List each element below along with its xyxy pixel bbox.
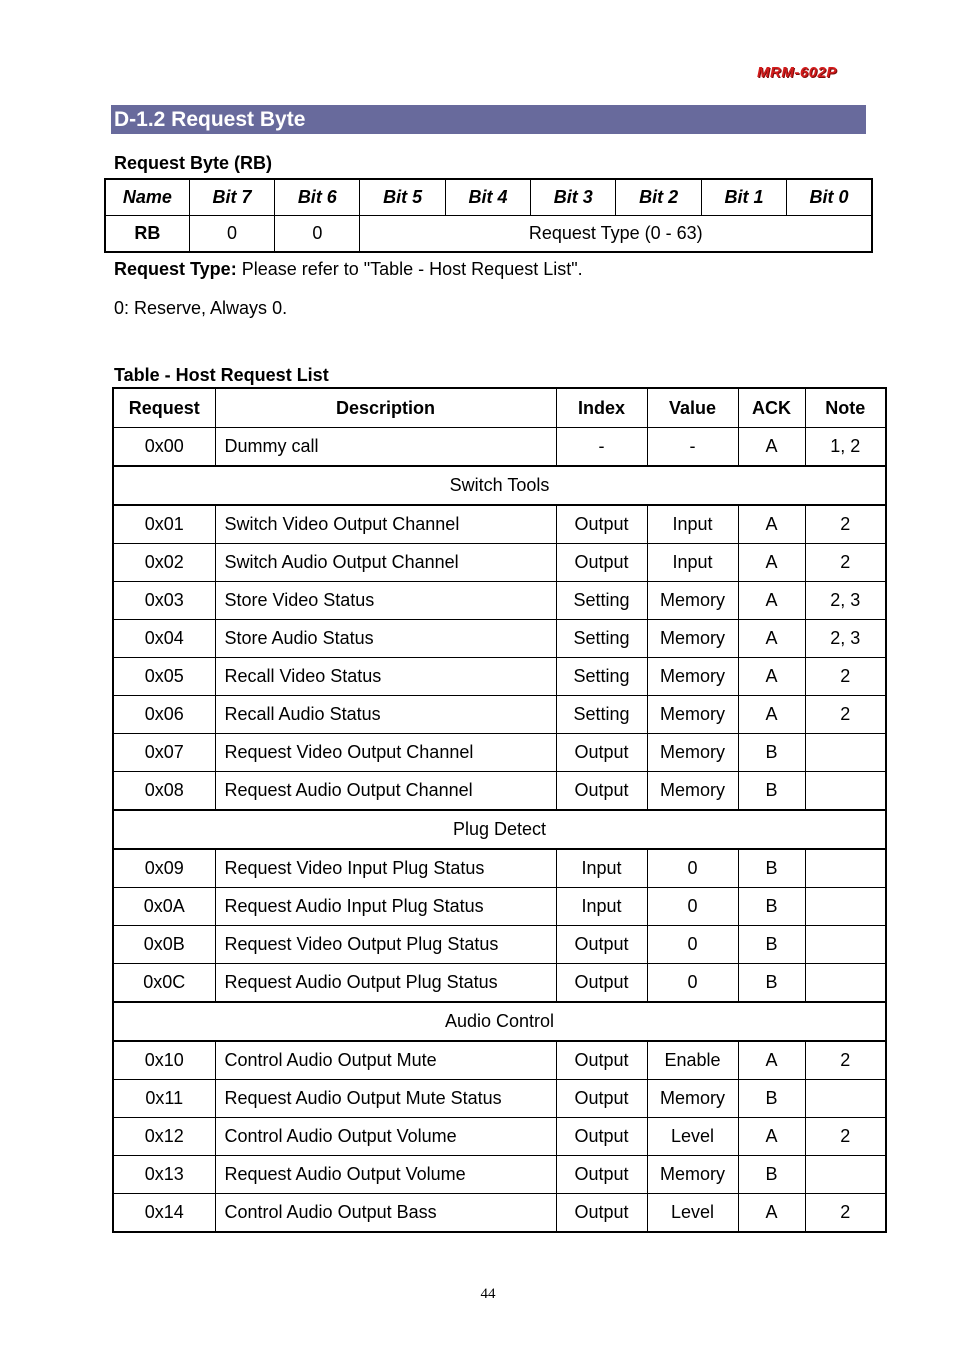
brand-logo-text: MRM-602P	[757, 64, 837, 81]
table-cell: 0x11	[113, 1080, 215, 1118]
table-cell	[805, 888, 886, 926]
table-cell: B	[738, 734, 805, 772]
table-row	[113, 734, 886, 772]
table-cell: Output	[556, 544, 647, 582]
table-row	[113, 849, 886, 888]
table-cell: Output	[556, 1194, 647, 1233]
table-cell: Level	[647, 1194, 738, 1233]
table-cell: Control Audio Output Mute	[215, 1041, 556, 1080]
table-cell: 2	[805, 658, 886, 696]
table-cell	[805, 772, 886, 811]
table-cell: Input	[556, 849, 647, 888]
table-cell: 0x04	[113, 620, 215, 658]
host-request-body	[113, 428, 886, 1233]
table-cell: Recall Video Status	[215, 658, 556, 696]
table-cell: 0	[189, 216, 274, 253]
table-row	[113, 1194, 886, 1233]
table-cell: Output	[556, 964, 647, 1003]
column-header: Note	[805, 388, 886, 428]
table-cell: Request Type (0 - 63)	[360, 216, 872, 253]
table-row	[113, 544, 886, 582]
table-cell: 0x09	[113, 849, 215, 888]
table-cell: Control Audio Output Volume	[215, 1118, 556, 1156]
table-cell: A	[738, 696, 805, 734]
request-byte-table	[104, 178, 873, 253]
table-cell: Control Audio Output Bass	[215, 1194, 556, 1233]
table-cell: 2	[805, 1118, 886, 1156]
table-cell: Setting	[556, 620, 647, 658]
table-cell: B	[738, 1156, 805, 1194]
table-cell: A	[738, 620, 805, 658]
table-cell: 0x03	[113, 582, 215, 620]
table-cell: 2, 3	[805, 620, 886, 658]
table-cell: Input	[647, 505, 738, 544]
column-header: Bit 4	[445, 179, 530, 216]
column-header: Description	[215, 388, 556, 428]
table-cell: 0x13	[113, 1156, 215, 1194]
table-cell: Output	[556, 1041, 647, 1080]
table-row	[113, 964, 886, 1003]
table-cell: A	[738, 582, 805, 620]
page-number: 44	[480, 1286, 496, 1302]
table-cell: 0	[647, 849, 738, 888]
table-cell: 2	[805, 1194, 886, 1233]
table-cell: 0x08	[113, 772, 215, 811]
table-cell	[805, 964, 886, 1003]
table-cell: Output	[556, 926, 647, 964]
table-cell: 0x14	[113, 1194, 215, 1233]
column-header: Value	[647, 388, 738, 428]
table-cell: Request Video Output Channel	[215, 734, 556, 772]
table-cell: 2	[805, 505, 886, 544]
column-header: Name	[105, 179, 189, 216]
table-row	[113, 1118, 886, 1156]
table-cell: 0x0C	[113, 964, 215, 1003]
table-cell: RB	[105, 216, 189, 253]
table-cell: -	[556, 428, 647, 467]
table-cell: A	[738, 544, 805, 582]
table-row	[113, 428, 886, 467]
table-cell: A	[738, 1118, 805, 1156]
column-header: Request	[113, 388, 215, 428]
table-cell: 2	[805, 696, 886, 734]
table-cell: B	[738, 926, 805, 964]
table-row	[113, 1041, 886, 1080]
table-cell	[805, 734, 886, 772]
table-cell	[805, 1080, 886, 1118]
table-cell: Output	[556, 505, 647, 544]
table-cell: 0	[275, 216, 360, 253]
host-request-caption: Table - Host Request List	[114, 365, 329, 385]
table-cell: A	[738, 658, 805, 696]
table-cell: Dummy call	[215, 428, 556, 467]
column-header: Bit 0	[787, 179, 872, 216]
table-row	[113, 696, 886, 734]
table-cell: Request Audio Output Channel	[215, 772, 556, 811]
table-cell: Output	[556, 1156, 647, 1194]
table-row	[113, 658, 886, 696]
table-row	[113, 1156, 886, 1194]
group-row	[113, 810, 886, 849]
request-type-note	[114, 259, 583, 280]
table-cell	[805, 849, 886, 888]
request-type-text: Please refer to "Table - Host Request List".	[236, 259, 583, 279]
group-row	[113, 1002, 886, 1041]
table-cell: 0x10	[113, 1041, 215, 1080]
table-cell: Memory	[647, 620, 738, 658]
table-cell: Memory	[647, 658, 738, 696]
table-cell: Request Video Output Plug Status	[215, 926, 556, 964]
table-row	[113, 888, 886, 926]
table-row	[113, 772, 886, 811]
table-cell: Memory	[647, 582, 738, 620]
table-cell: Output	[556, 1080, 647, 1118]
table-cell: B	[738, 772, 805, 811]
table-cell: Setting	[556, 696, 647, 734]
table-cell: Output	[556, 1118, 647, 1156]
column-header: Bit 2	[616, 179, 701, 216]
table-cell: 2, 3	[805, 582, 886, 620]
table-cell: Store Video Status	[215, 582, 556, 620]
table-cell: 2	[805, 544, 886, 582]
table-cell: Request Video Input Plug Status	[215, 849, 556, 888]
table-cell: Memory	[647, 734, 738, 772]
table-cell: Switch Video Output Channel	[215, 505, 556, 544]
table-cell: 0x0B	[113, 926, 215, 964]
table-cell: Setting	[556, 582, 647, 620]
table-cell: Output	[556, 734, 647, 772]
request-byte-caption: Request Byte (RB)	[114, 153, 273, 173]
table-cell: Switch Audio Output Channel	[215, 544, 556, 582]
column-header: Bit 1	[701, 179, 786, 216]
table-cell: Request Audio Output Volume	[215, 1156, 556, 1194]
request-byte-header-row	[105, 179, 872, 216]
table-cell: B	[738, 1080, 805, 1118]
column-header: Bit 6	[275, 179, 360, 216]
table-cell: 0x05	[113, 658, 215, 696]
column-header: Bit 7	[189, 179, 274, 216]
table-cell: 0x01	[113, 505, 215, 544]
table-cell: Level	[647, 1118, 738, 1156]
table-cell: 0x02	[113, 544, 215, 582]
table-cell: 0x06	[113, 696, 215, 734]
table-cell: 0x00	[113, 428, 215, 467]
table-cell: 0	[647, 964, 738, 1003]
table-row	[113, 620, 886, 658]
column-header: ACK	[738, 388, 805, 428]
table-cell: A	[738, 428, 805, 467]
table-cell: 0	[647, 926, 738, 964]
table-cell: Request Audio Input Plug Status	[215, 888, 556, 926]
table-cell: 0x0A	[113, 888, 215, 926]
request-byte-row	[105, 216, 872, 253]
section-title: D-1.2 Request Byte	[111, 105, 866, 134]
table-cell: Memory	[647, 1080, 738, 1118]
table-cell: Input	[647, 544, 738, 582]
table-cell: -	[647, 428, 738, 467]
table-cell: B	[738, 849, 805, 888]
table-cell: 1, 2	[805, 428, 886, 467]
table-cell	[805, 926, 886, 964]
table-cell: Request Audio Output Plug Status	[215, 964, 556, 1003]
table-cell: Input	[556, 888, 647, 926]
table-cell: Request Audio Output Mute Status	[215, 1080, 556, 1118]
table-cell: Enable	[647, 1041, 738, 1080]
table-row	[113, 582, 886, 620]
group-label: Plug Detect	[113, 810, 886, 849]
table-row	[113, 505, 886, 544]
table-cell: 2	[805, 1041, 886, 1080]
host-request-header-row	[113, 388, 886, 428]
table-cell: A	[738, 1041, 805, 1080]
table-cell: 0x07	[113, 734, 215, 772]
request-type-label: Request Type:	[114, 259, 237, 279]
table-cell: 0x12	[113, 1118, 215, 1156]
table-cell: 0	[647, 888, 738, 926]
reserve-note: 0: Reserve, Always 0.	[114, 298, 288, 318]
table-cell	[805, 1156, 886, 1194]
table-row	[113, 1080, 886, 1118]
table-row	[113, 926, 886, 964]
table-cell: B	[738, 888, 805, 926]
table-cell: Store Audio Status	[215, 620, 556, 658]
table-cell: A	[738, 1194, 805, 1233]
group-row	[113, 466, 886, 505]
column-header: Index	[556, 388, 647, 428]
table-cell: Memory	[647, 1156, 738, 1194]
table-cell: Output	[556, 772, 647, 811]
group-label: Audio Control	[113, 1002, 886, 1041]
host-request-table	[112, 387, 887, 1233]
table-cell: Memory	[647, 772, 738, 811]
column-header: Bit 3	[531, 179, 616, 216]
table-cell: Recall Audio Status	[215, 696, 556, 734]
table-cell: B	[738, 964, 805, 1003]
group-label: Switch Tools	[113, 466, 886, 505]
table-cell: Memory	[647, 696, 738, 734]
table-cell: A	[738, 505, 805, 544]
table-cell: Setting	[556, 658, 647, 696]
column-header: Bit 5	[360, 179, 445, 216]
